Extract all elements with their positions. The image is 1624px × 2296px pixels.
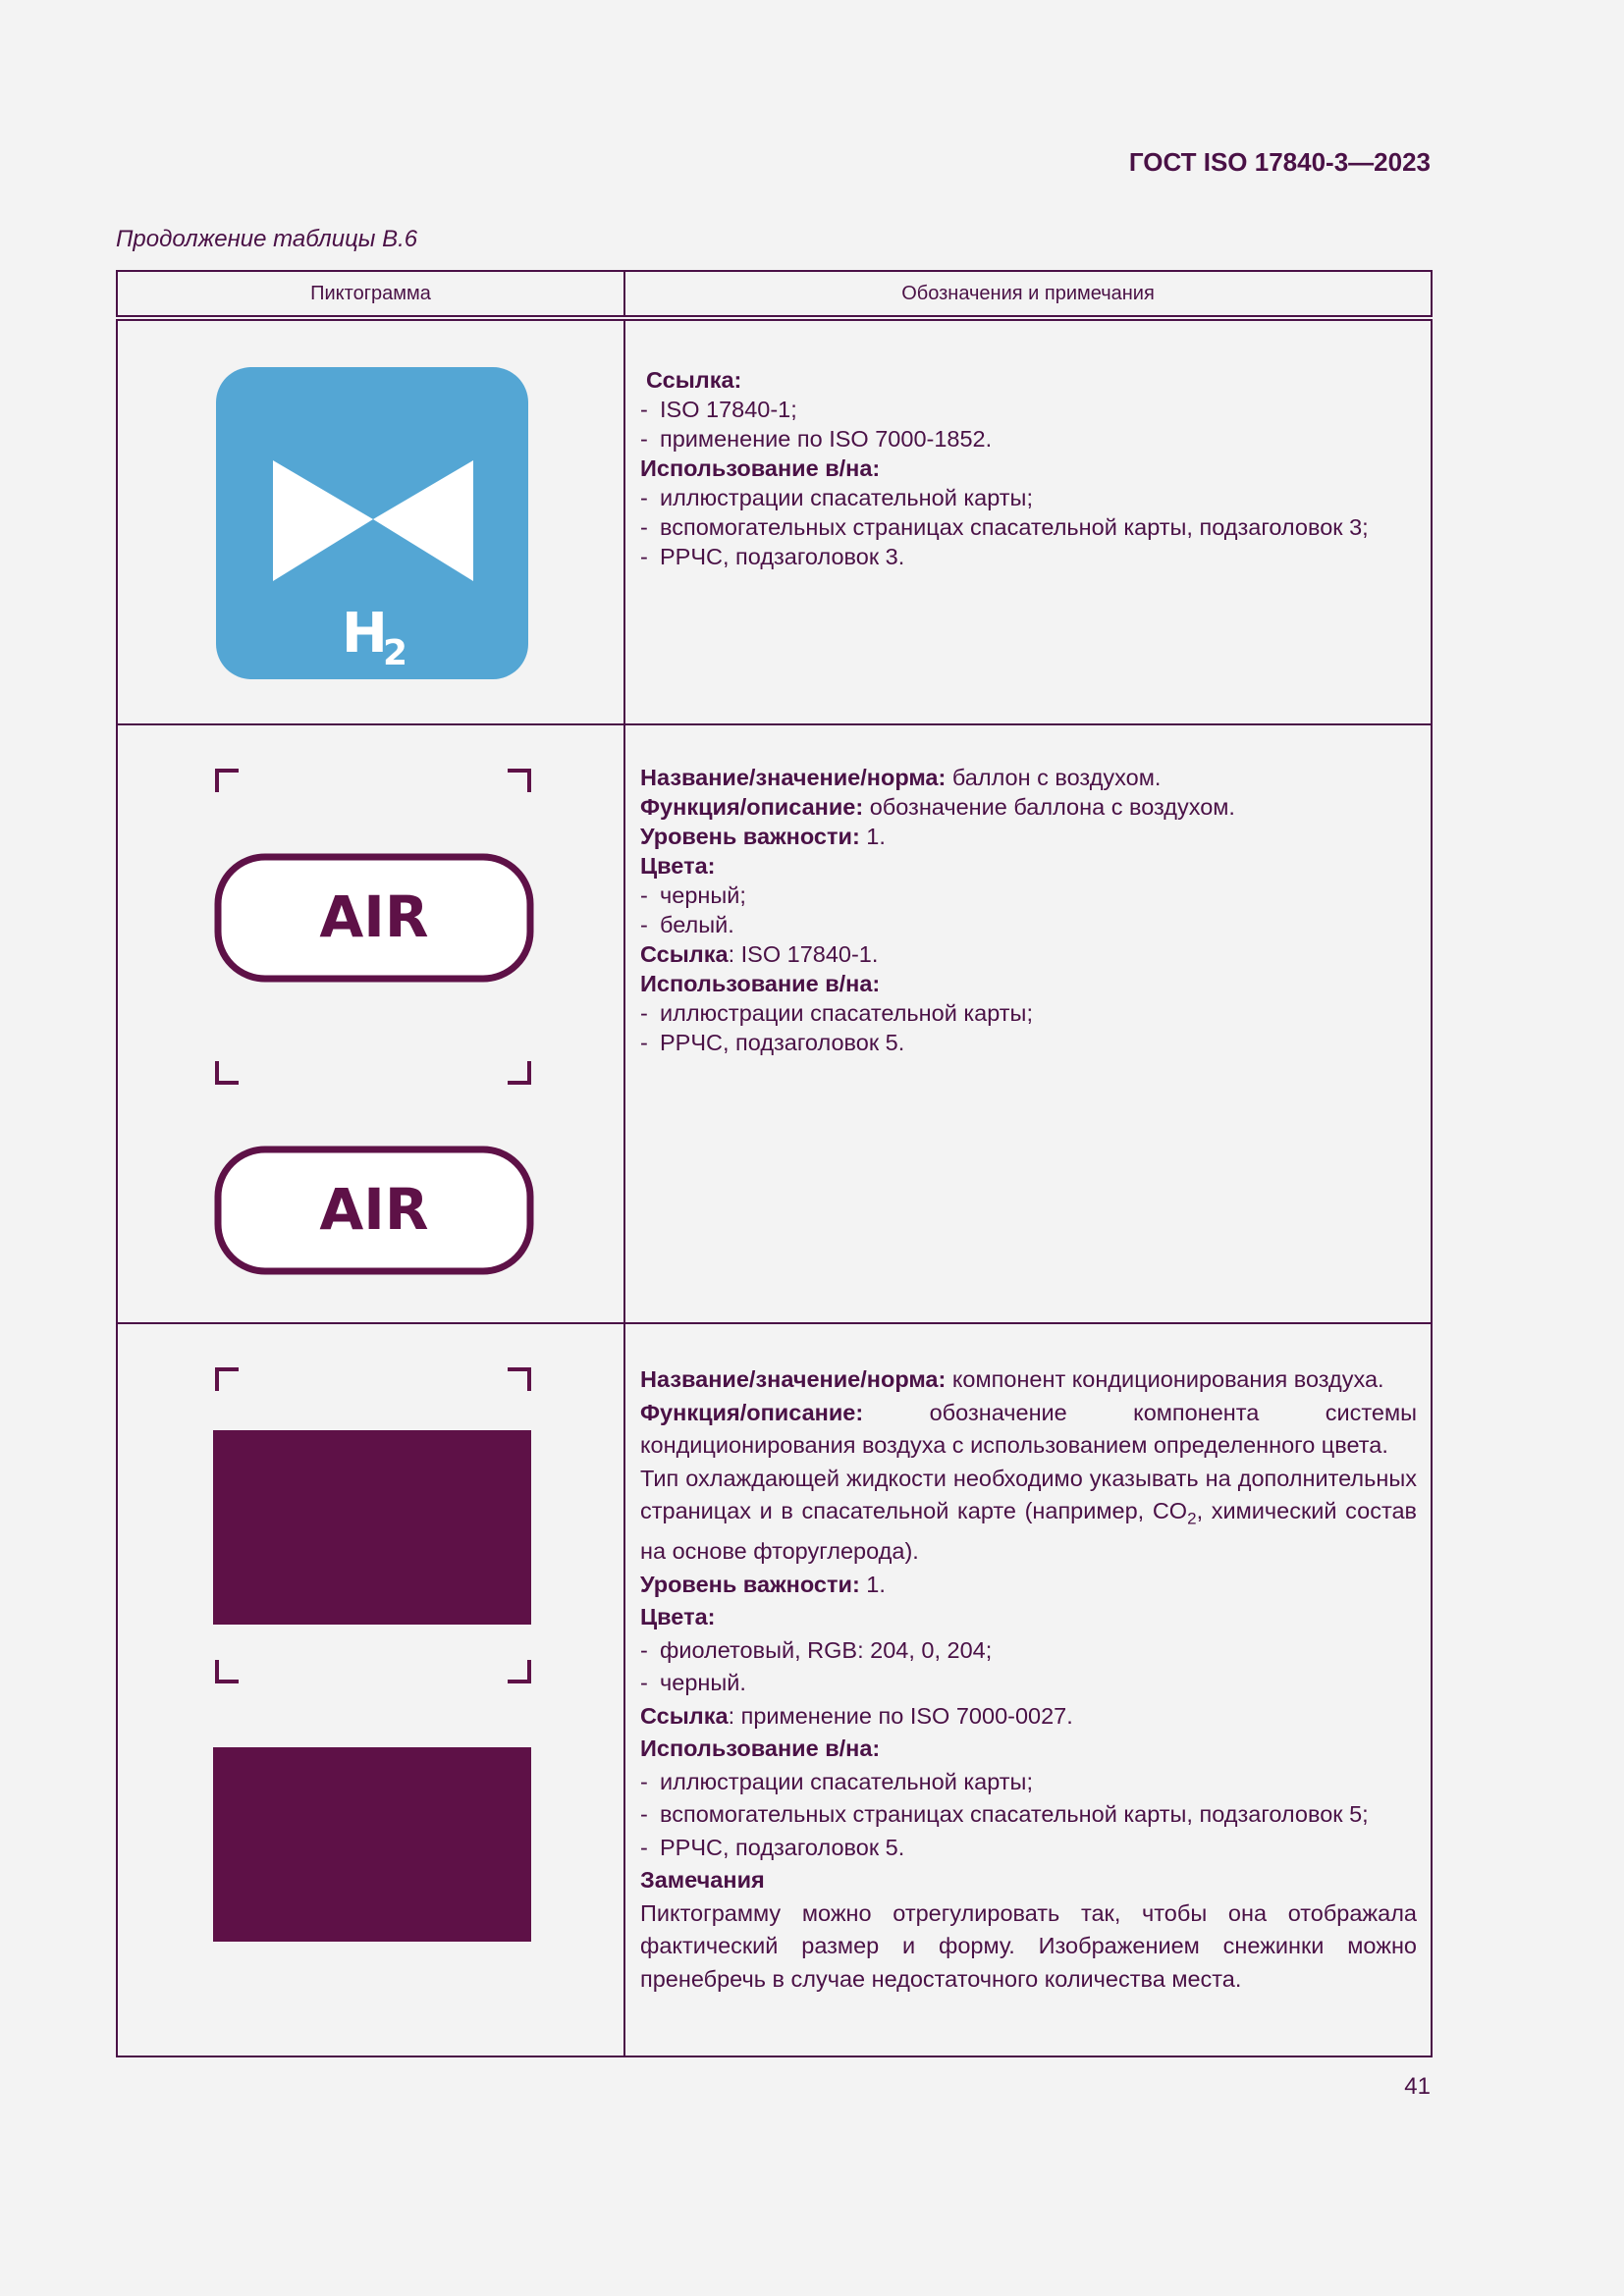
notes-cell <box>624 1323 1432 2056</box>
reference-line: Ссылка: ISO 17840-1. <box>640 941 879 967</box>
icon-subscript-text: 2 <box>383 633 408 673</box>
air-badge <box>214 1146 534 1275</box>
list-item: - вспомогательных страницах спасательной карты, подзаголовок 3; <box>640 514 1369 540</box>
air-conditioning-block <box>213 1747 531 1942</box>
list-item: - РРЧС, подзаголовок 5. <box>640 1030 905 1055</box>
icon-h-text: H <box>342 602 388 666</box>
notes-cell <box>624 318 1432 724</box>
column-header-pictogram: Пиктограмма <box>117 271 624 318</box>
level-line: Уровень важности: 1. <box>640 824 886 849</box>
coolant-note: Тип охлаждающей жидкости необходимо указывать на дополнительных страницах и в спасательной карте (например, $CO_2$, химический состав на основе фторуглерода). <box>640 1465 1418 1565</box>
list-item: - РРЧС, подзаголовок 5. <box>640 1834 905 1860</box>
remarks-text: Пиктограмму можно отрегулировать так, чтобы она отображала фактический размер и форму. Изображением снежинки можно пренебречь в случае недостаточного количества места. <box>640 1899 1417 1992</box>
page-number: 41 <box>1404 2073 1431 2100</box>
table-row <box>117 318 1432 724</box>
list-item: - черный. <box>640 1670 746 1696</box>
table-caption: Продолжение таблицы В.6 <box>116 226 418 252</box>
name-line: Название/значение/норма: компонент кондиционирования воздуха. <box>640 1366 1384 1392</box>
column-header-notes: Обозначения и примечания <box>624 271 1432 318</box>
list-item: - черный; <box>640 882 746 908</box>
pictogram-cell <box>117 1323 624 2056</box>
list-item: - иллюстрации спасательной карты; <box>640 1000 1033 1026</box>
pictogram-cell <box>117 318 624 724</box>
table-row <box>117 724 1432 1323</box>
function-line: Функция/описание: обозначение компонента системы кондиционирования воздуха с использованием определенного цвета. <box>640 1399 1417 1458</box>
name-line: Название/значение/норма: баллон с воздухом. <box>640 765 1162 790</box>
list-item: - вспомогательных страницах спасательной карты, подзаголовок 5; <box>640 1801 1369 1828</box>
air-badge-framed <box>214 853 534 983</box>
pictogram-cell <box>117 724 624 1323</box>
pictogram-table <box>116 270 1433 2057</box>
list-item: - иллюстрации спасательной карты; <box>640 485 1033 510</box>
function-line: Функция/описание: обозначение баллона с воздухом. <box>640 794 1235 820</box>
table-row <box>117 1323 1432 2056</box>
hydrogen-valve-icon <box>216 367 528 679</box>
usage-label: Использование в/на: <box>640 971 881 996</box>
air-label: AIR <box>319 1176 429 1243</box>
notes-cell <box>624 724 1432 1323</box>
usage-label: Использование в/на: <box>640 1735 881 1762</box>
list-item: - РРЧС, подзаголовок 3. <box>640 544 905 569</box>
list-item: - ISO 17840-1; <box>640 397 797 422</box>
air-conditioning-block-framed <box>213 1430 531 1625</box>
level-line: Уровень важности: 1. <box>640 1571 886 1597</box>
list-item: - фиолетовый, RGB: 204, 0, 204; <box>640 1636 993 1663</box>
reference-label: Ссылка: <box>646 367 742 393</box>
colors-label: Цвета: <box>640 853 716 879</box>
list-item: - применение по ISO 7000-1852. <box>640 426 993 452</box>
colors-label: Цвета: <box>640 1604 716 1630</box>
list-item: - белый. <box>640 912 734 937</box>
air-label: AIR <box>319 883 429 950</box>
usage-label: Использование в/на: <box>640 455 881 481</box>
list-item: - иллюстрации спасательной карты; <box>640 1768 1033 1794</box>
remarks-label: Замечания <box>640 1867 765 1894</box>
standard-code: ГОСТ ISO 17840-3—2023 <box>1128 147 1431 177</box>
reference-line: Ссылка: применение по ISO 7000-0027. <box>640 1702 1073 1729</box>
